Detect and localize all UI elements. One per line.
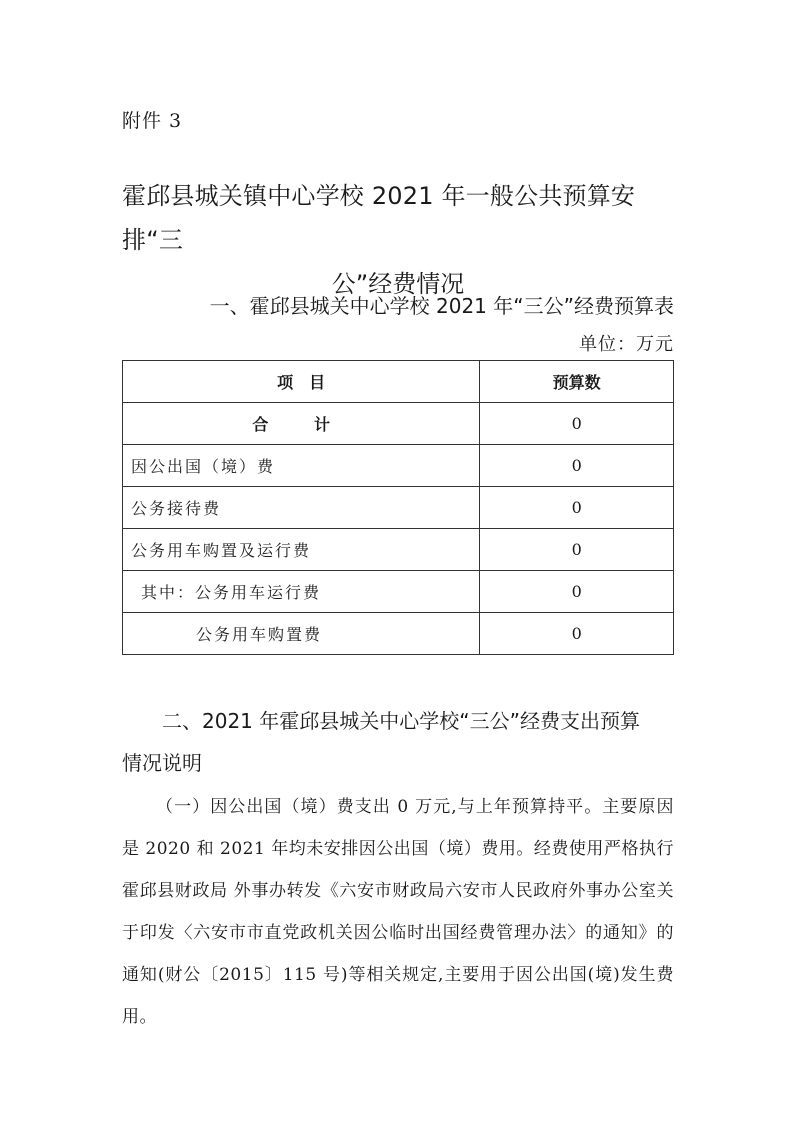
table-row xyxy=(123,613,674,655)
table-row-total xyxy=(123,403,674,445)
row-item: 合 计 xyxy=(123,403,480,445)
table-row xyxy=(123,571,674,613)
row-value: 0 xyxy=(480,571,674,613)
header-budget: 预算数 xyxy=(480,361,674,403)
section-2-heading-line-1: 二、2021 年霍邱县城关中心学校“三公”经费支出预算 xyxy=(162,709,640,733)
budget-table xyxy=(122,360,674,655)
table-row xyxy=(123,445,674,487)
unit-label: 单位：万元 xyxy=(579,334,674,355)
section-2-heading xyxy=(122,700,674,784)
row-value: 0 xyxy=(480,487,674,529)
row-item: 公务用车购置费 xyxy=(123,613,480,655)
header-item: 项 目 xyxy=(123,361,480,403)
row-value: 0 xyxy=(480,403,674,445)
row-item: 其中：公务用车运行费 xyxy=(123,571,480,613)
title-line-1: 霍邱县城关镇中心学校 2021 年一般公共预算安排“三 xyxy=(122,182,636,254)
title-line-2: 公”经费情况 xyxy=(331,270,465,298)
table-row xyxy=(123,487,674,529)
table-header-row xyxy=(123,361,674,403)
row-item: 公务用车购置及运行费 xyxy=(123,529,480,571)
section-1-heading: 一、霍邱县城关中心学校 2021 年“三公”经费预算表 xyxy=(209,294,674,318)
row-value: 0 xyxy=(480,613,674,655)
paragraph-1: （一）因公出国（境）费支出 0 万元,与上年预算持平。主要原因是 2020 和 2021 年均未安排因公出国（境）费用。经费使用严格执行霍邱县财政局 外事办转发《六安市财政局六安市人民政府外事办公室关于印发〈六安市市直党政机关因公临时出国经费管理办法〉的通知》的通知(财公〔2015〕115 号)等相关规定,主要用于因公出国(境)发生费用。 xyxy=(122,797,674,1027)
section-2-heading-line-2: 情况说明 xyxy=(122,751,202,775)
document-title xyxy=(122,174,674,306)
row-item: 因公出国（境）费 xyxy=(123,445,480,487)
table-row xyxy=(123,529,674,571)
row-value: 0 xyxy=(480,529,674,571)
row-value: 0 xyxy=(480,445,674,487)
attachment-label: 附件 3 xyxy=(122,110,183,132)
row-item: 公务接待费 xyxy=(123,487,480,529)
